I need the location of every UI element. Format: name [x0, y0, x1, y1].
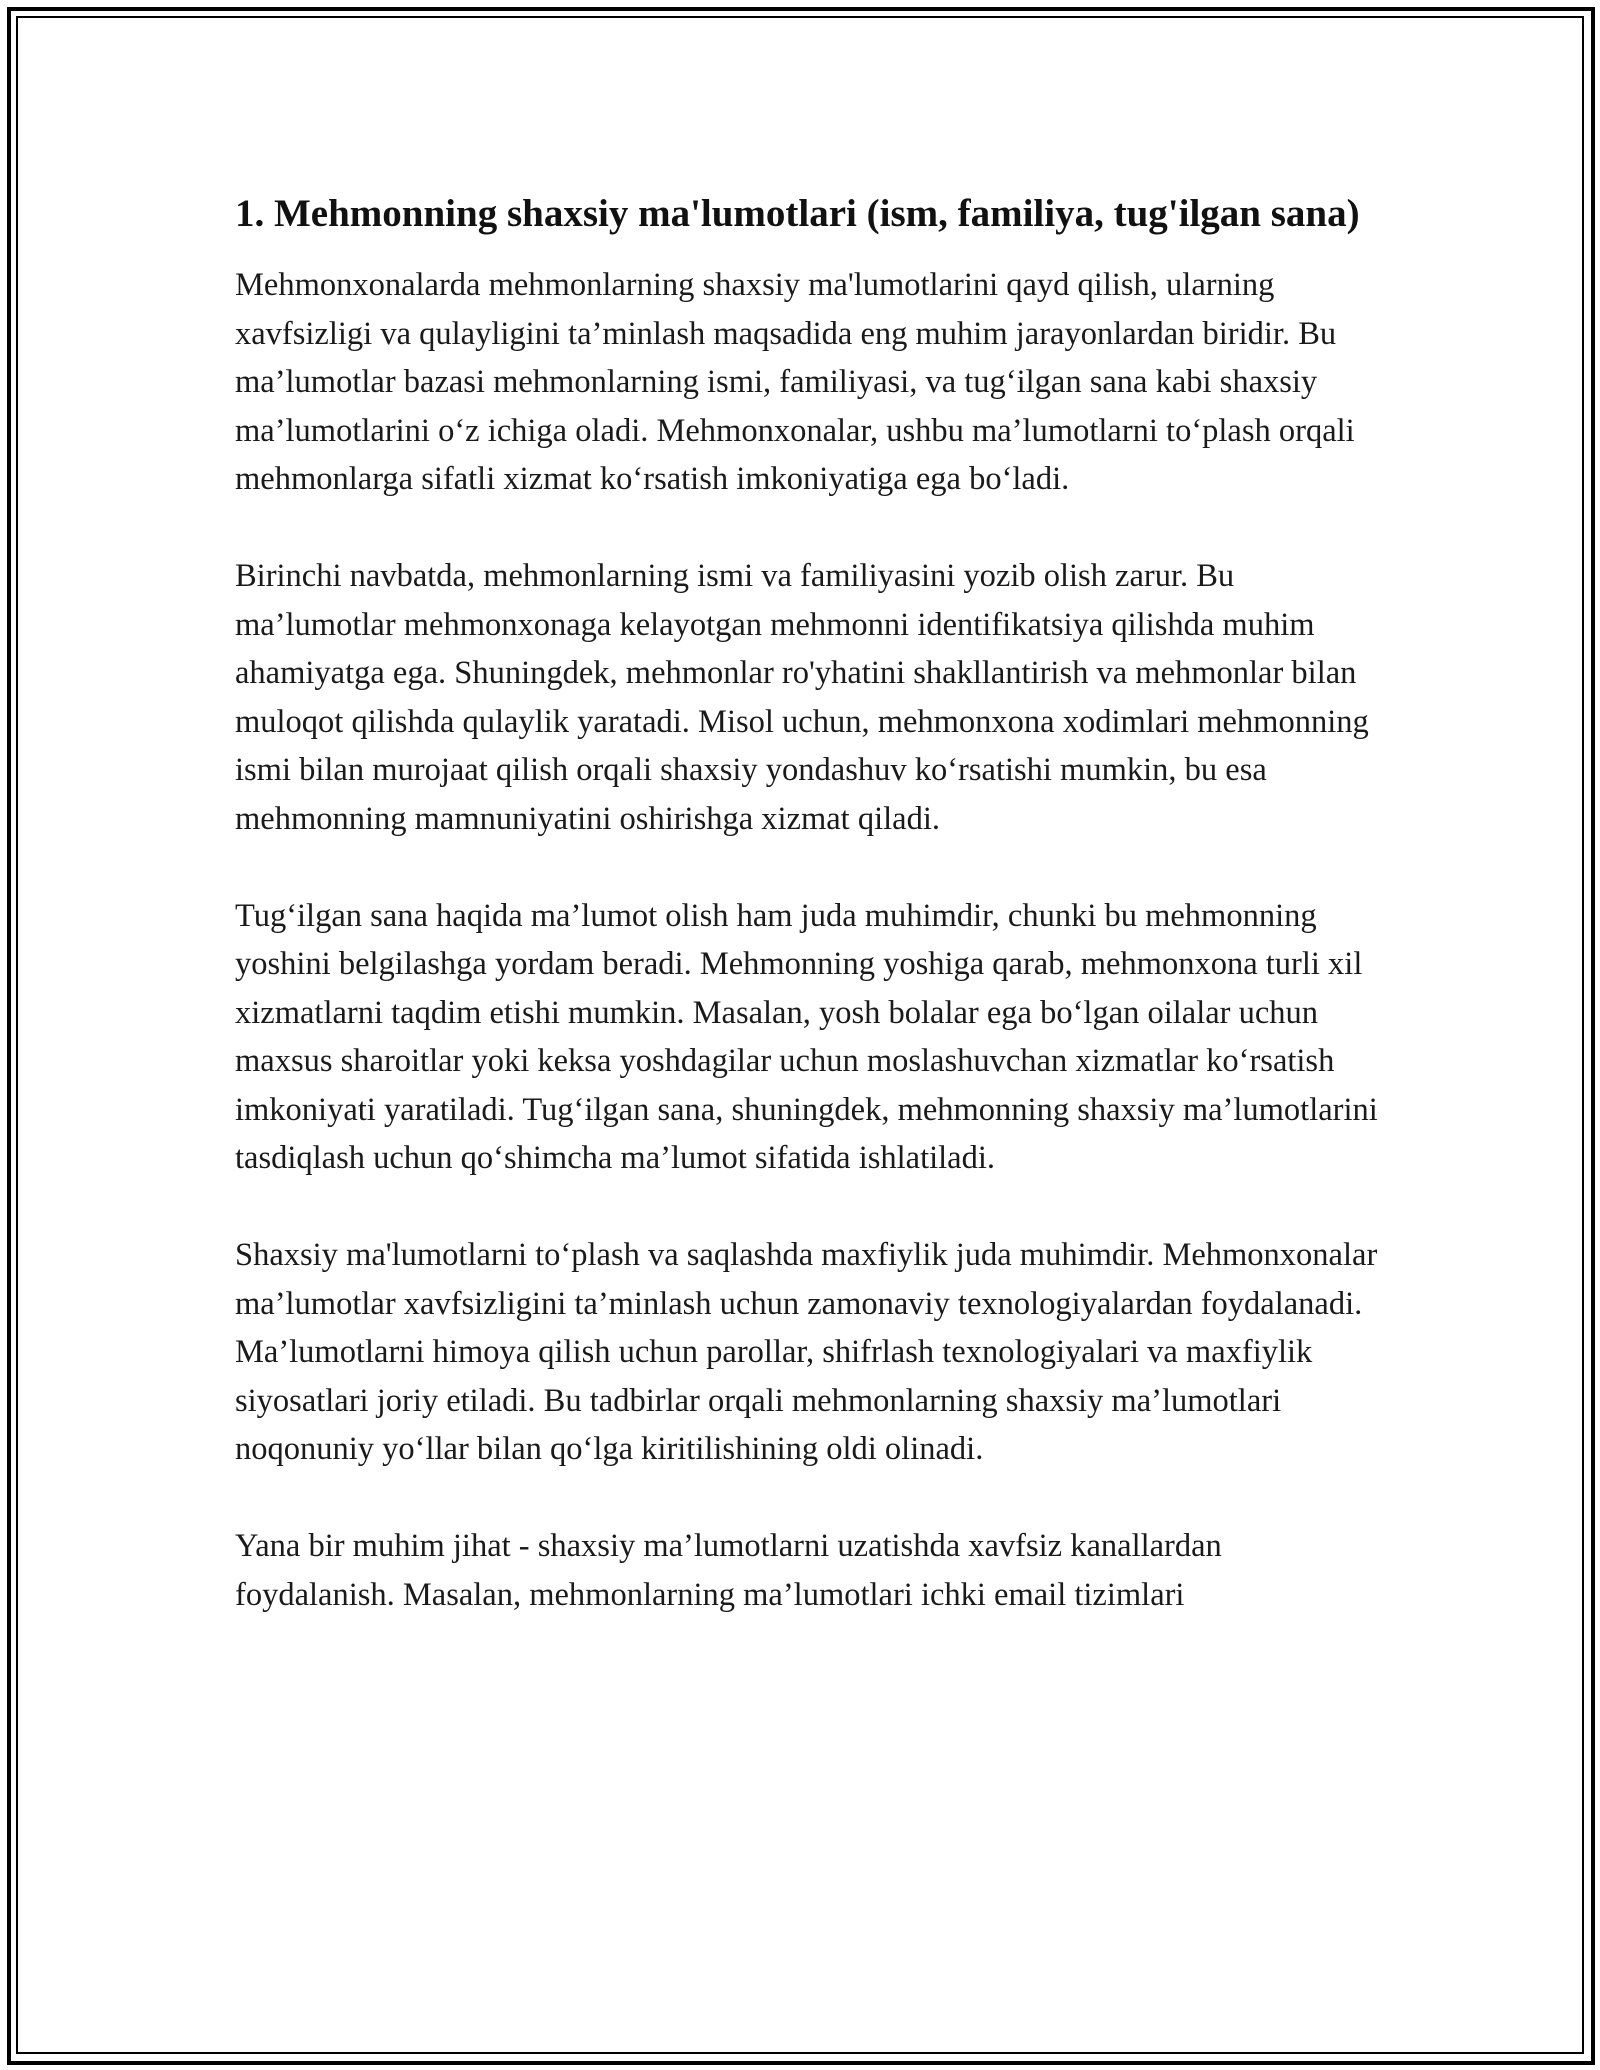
- paragraph-2: Birinchi navbatda, mehmonlarning ismi va familiyasini yozib olish zarur. Bu ma’lumotlar mehmonxonaga kelayotgan mehmonni identifikatsiya qilishda muhim ahamiyatga ega. Shuningdek, mehmonlar ro'yhatini shakllantirish va mehmonlar bilan muloqot qilishda qulaylik yaratadi. Misol uchun, mehmonxona xodimlari mehmonning ismi bilan murojaat qilish orqali shaxsiy yondashuv ko‘rsatishi mumkin, bu esa mehmonning mamnuniyatini oshirishga xizmat qiladi.: [235, 558, 1369, 837]
- document-body: [235, 186, 1385, 1668]
- paragraph-3: Tug‘ilgan sana haqida ma’lumot olish ham juda muhimdir, chunki bu mehmonning yoshini belgilashga yordam beradi. Mehmonning yoshiga qarab, mehmonxona turli xil xizmatlarni taqdim etishi mumkin. Masalan, yosh bolalar ega bo‘lgan oilalar uchun maxsus sharoitlar yoki keksa yoshdagilar uchun moslashuvchan xizmatlar ko‘rsatish imkoniyati yaratiladi. Tug‘ilgan sana, shuningdek, mehmonning shaxsiy ma’lumotlarini tasdiqlash uchun qo‘shimcha ma’lumot sifatida ishlatiladi.: [235, 897, 1378, 1176]
- section-heading: 1. Mehmonning shaxsiy ma'lumotlari (ism, familiya, tug'ilgan sana): [235, 192, 1360, 235]
- paragraph-5: Yana bir muhim jihat - shaxsiy ma’lumotlarni uzatishda xavfsiz kanallardan foydalanish. Masalan, mehmonlarning ma’lumotlari ichki email tizimlari: [235, 1528, 1222, 1613]
- paragraph-4: Shaxsiy ma'lumotlarni to‘plash va saqlashda maxfiylik juda muhimdir. Mehmonxonalar ma’lumotlar xavfsizligini ta’minlash uchun zamonaviy texnologiyalardan foydalanadi. Ma’lumotlarni himoya qilish uchun parollar, shifrlash texnologiyalari va maxfiylik siyosatlari joriy etiladi. Bu tadbirlar orqali mehmonlarning shaxsiy ma’lumotlari noqonuniy yo‘llar bilan qo‘lga kiritilishining oldi olinadi.: [235, 1237, 1378, 1467]
- paragraph-1: Mehmonxonalarda mehmonlarning shaxsiy ma'lumotlarini qayd qilish, ularning xavfsizligi va qulayligini ta’minlash maqsadida eng muhim jarayonlardan biridir. Bu ma’lumotlar bazasi mehmonlarning ismi, familiyasi, va tug‘ilgan sana kabi shaxsiy ma’lumotlarini o‘z ichiga oladi. Mehmonxonalar, ushbu ma’lumotlarni to‘plash orqali mehmonlarga sifatli xizmat ko‘rsatish imkoniyatiga ega bo‘ladi.: [235, 267, 1355, 497]
